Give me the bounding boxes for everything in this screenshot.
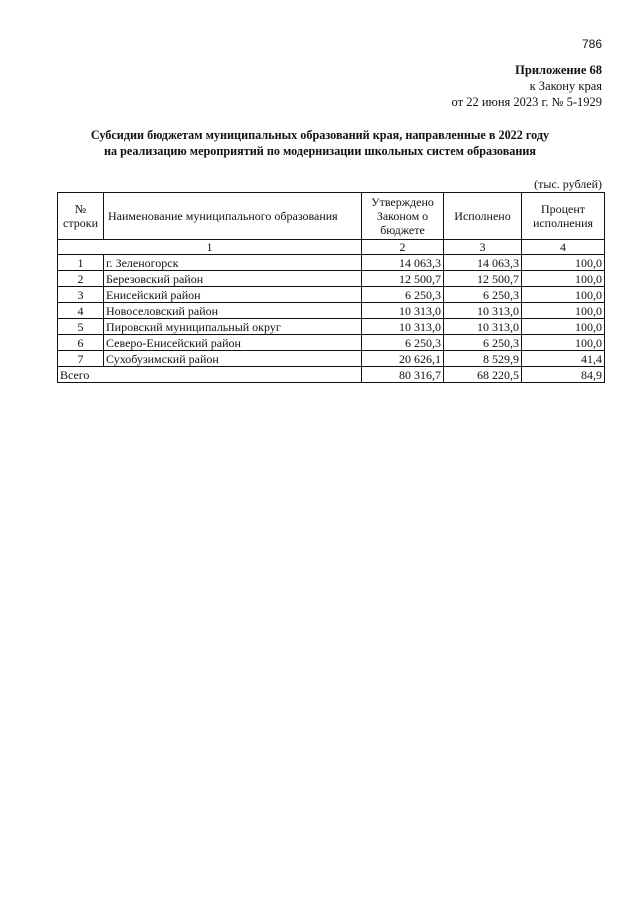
municipality-name: Березовский район (104, 271, 362, 287)
execution-percent: 100,0 (522, 303, 605, 319)
header-execution-percent: Процент исполнения (522, 193, 605, 240)
total-row (58, 367, 605, 383)
executed-amount: 14 063,3 (444, 255, 522, 271)
column-number-2: 2 (362, 240, 444, 255)
execution-percent: 41,4 (522, 351, 605, 367)
row-number: 2 (58, 271, 104, 287)
appendix-law-reference: к Закону края (529, 79, 602, 93)
header-municipality-name: Наименование муниципального образования (104, 193, 362, 240)
approved-amount: 10 313,0 (362, 319, 444, 335)
executed-amount: 8 529,9 (444, 351, 522, 367)
units-note: (тыс. рублей) (534, 177, 602, 191)
total-label: Всего (58, 367, 362, 383)
table-row (58, 335, 605, 351)
total-execution-percent: 84,9 (522, 367, 605, 383)
row-number: 1 (58, 255, 104, 271)
approved-amount: 14 063,3 (362, 255, 444, 271)
appendix-block (452, 62, 602, 110)
row-number: 3 (58, 287, 104, 303)
execution-percent: 100,0 (522, 271, 605, 287)
executed-amount: 10 313,0 (444, 303, 522, 319)
column-number-row (58, 240, 605, 255)
table-row (58, 303, 605, 319)
table-row (58, 287, 605, 303)
executed-amount: 10 313,0 (444, 319, 522, 335)
page-number: 786 (581, 37, 602, 51)
row-number: 5 (58, 319, 104, 335)
table-row (58, 319, 605, 335)
approved-amount: 10 313,0 (362, 303, 444, 319)
row-number: 6 (58, 335, 104, 351)
appendix-law-date: от 22 июня 2023 г. № 5-1929 (451, 95, 602, 109)
header-executed: Исполнено (444, 193, 522, 240)
execution-percent: 100,0 (522, 255, 605, 271)
municipality-name: Енисейский район (104, 287, 362, 303)
table-row (58, 351, 605, 367)
column-number-4: 4 (522, 240, 605, 255)
table-header-row (58, 193, 605, 240)
row-number: 4 (58, 303, 104, 319)
total-executed-amount: 68 220,5 (444, 367, 522, 383)
header-approved-budget: Утверждено Законом о бюджете (362, 193, 444, 240)
document-title-line-1: Субсидии бюджетам муниципальных образований края, направленные в 2022 году (90, 128, 550, 142)
municipality-name: Сухобузимский район (104, 351, 362, 367)
municipality-name: г. Зеленогорск (104, 255, 362, 271)
execution-percent: 100,0 (522, 319, 605, 335)
row-number: 7 (58, 351, 104, 367)
approved-amount: 6 250,3 (362, 335, 444, 351)
execution-percent: 100,0 (522, 287, 605, 303)
execution-percent: 100,0 (522, 335, 605, 351)
municipality-name: Пировский муниципальный округ (104, 319, 362, 335)
table-row (58, 271, 605, 287)
document-title-line-2: на реализацию мероприятий по модернизации школьных систем образования (103, 144, 537, 158)
municipality-name: Новоселовский район (104, 303, 362, 319)
executed-amount: 6 250,3 (444, 287, 522, 303)
table-row (58, 255, 605, 271)
approved-amount: 12 500,7 (362, 271, 444, 287)
column-number-1: 1 (58, 240, 362, 255)
executed-amount: 6 250,3 (444, 335, 522, 351)
subsidies-table (57, 192, 605, 383)
executed-amount: 12 500,7 (444, 271, 522, 287)
total-approved-amount: 80 316,7 (362, 367, 444, 383)
header-row-number: № строки (58, 193, 104, 240)
document-title (40, 127, 600, 159)
municipality-name: Северо-Енисейский район (104, 335, 362, 351)
appendix-label: Приложение 68 (515, 63, 602, 77)
approved-amount: 6 250,3 (362, 287, 444, 303)
column-number-3: 3 (444, 240, 522, 255)
approved-amount: 20 626,1 (362, 351, 444, 367)
